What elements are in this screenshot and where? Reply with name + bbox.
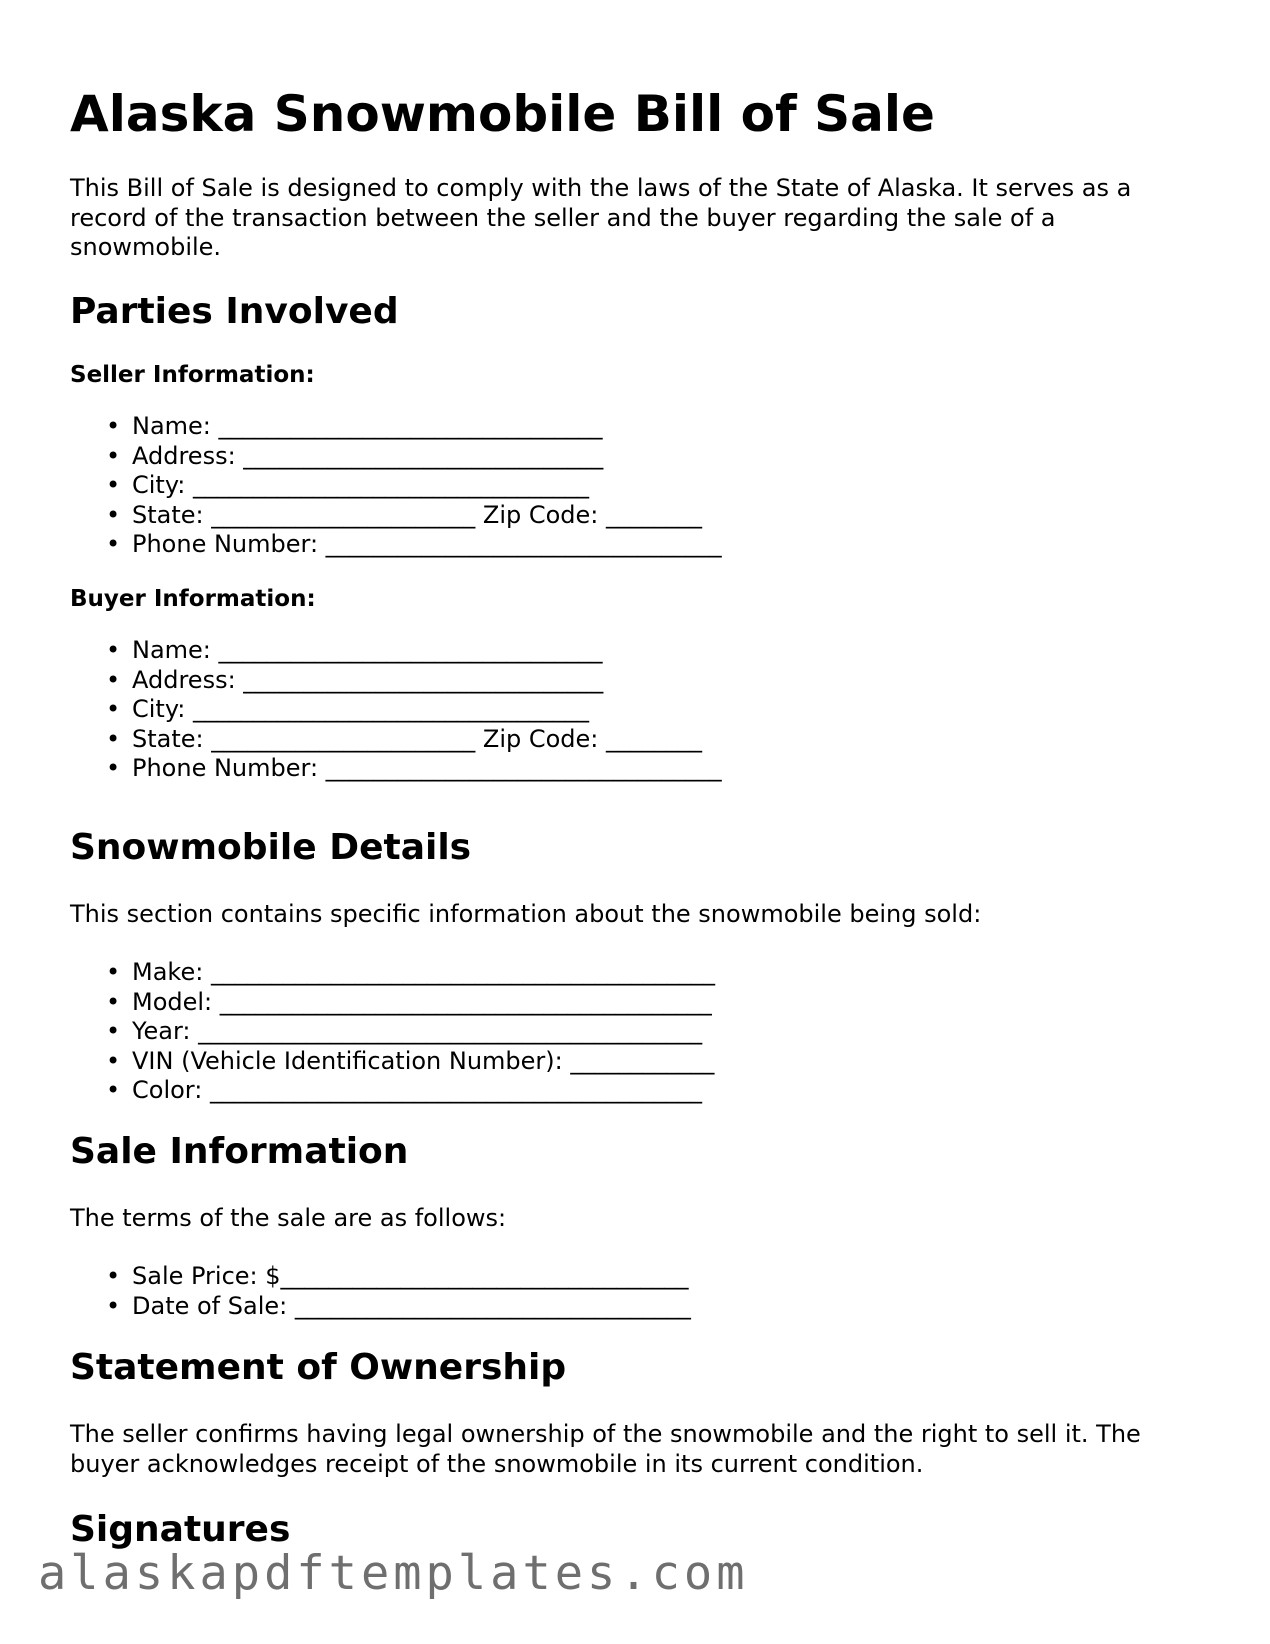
make-field[interactable]: • Make: __________________________________________ [106, 958, 715, 986]
bullet-icon: • [106, 958, 121, 986]
bullet-icon: • [106, 1046, 121, 1075]
buyer-info-heading: Buyer Information: [70, 586, 316, 612]
signatures-heading: Signatures [70, 1509, 291, 1550]
bullet-icon: • [106, 724, 121, 753]
bullet-icon: • [106, 1291, 121, 1320]
bullet-icon: • [106, 665, 121, 694]
site-watermark: alaskapdftemplates.com [38, 1546, 749, 1601]
model-field[interactable]: • Model: _________________________________________ [106, 987, 712, 1016]
seller-info-heading: Seller Information: [70, 362, 315, 388]
buyer-fields-list [70, 636, 722, 784]
bullet-icon: • [106, 695, 121, 724]
snowmobile-details-heading: Snowmobile Details [70, 827, 472, 868]
bullet-icon: • [106, 441, 121, 470]
vin-field[interactable]: • VIN (Vehicle Identification Number): ____________ [106, 1046, 715, 1075]
sale-intro: The terms of the sale are as follows: [70, 1204, 507, 1232]
color-field[interactable]: • Color: _________________________________________ [106, 1076, 702, 1105]
ownership-statement: The seller confirms having legal ownership of the snowmobile and the right to sell it. The buyer acknowledges receipt of the snowmobile in its current condition. [70, 1420, 1141, 1478]
year-field[interactable]: • Year: __________________________________________ [106, 1017, 703, 1046]
seller-address-field[interactable]: • Address: ______________________________ [106, 441, 604, 470]
bullet-icon: • [106, 1262, 121, 1290]
sale-fields-list [70, 1262, 691, 1321]
buyer-city-field[interactable]: • City: _________________________________ [106, 695, 590, 724]
sale-price-field[interactable]: • Sale Price: $__________________________________ [106, 1262, 689, 1290]
snowmobile-intro: This section contains specific information about the snowmobile being sold: [70, 900, 982, 928]
date-of-sale-field[interactable]: • Date of Sale: _________________________________ [106, 1291, 691, 1320]
buyer-state-zip-field[interactable]: • State: ______________________ Zip Code: ________ [106, 724, 702, 753]
bullet-icon: • [106, 471, 121, 500]
buyer-address-field[interactable]: • Address: ______________________________ [106, 665, 604, 694]
bullet-icon: • [106, 412, 121, 440]
bullet-icon: • [106, 1017, 121, 1046]
buyer-name-field[interactable]: • Name: ________________________________ [106, 636, 603, 664]
parties-heading: Parties Involved [70, 291, 399, 332]
seller-phone-field[interactable]: • Phone Number: _________________________________ [106, 530, 722, 559]
document-title: Alaska Snowmobile Bill of Sale [70, 85, 935, 143]
seller-name-field[interactable]: • Name: ________________________________ [106, 412, 603, 440]
seller-city-field[interactable]: • City: _________________________________ [106, 471, 590, 500]
ownership-heading: Statement of Ownership [70, 1347, 567, 1388]
snowmobile-fields-list [70, 958, 715, 1106]
buyer-phone-field[interactable]: • Phone Number: _________________________________ [106, 754, 722, 783]
bullet-icon: • [106, 636, 121, 664]
bullet-icon: • [106, 754, 121, 783]
bullet-icon: • [106, 530, 121, 559]
seller-fields-list [70, 412, 722, 560]
bullet-icon: • [106, 987, 121, 1016]
seller-state-zip-field[interactable]: • State: ______________________ Zip Code: ________ [106, 500, 702, 529]
intro-paragraph: This Bill of Sale is designed to comply with the laws of the State of Alaska. It serves as a record of the transaction between the seller and the buyer regarding the sale of a snowmobile. [70, 174, 1132, 262]
sale-info-heading: Sale Information [70, 1131, 409, 1172]
bullet-icon: • [106, 500, 121, 529]
bullet-icon: • [106, 1076, 121, 1105]
